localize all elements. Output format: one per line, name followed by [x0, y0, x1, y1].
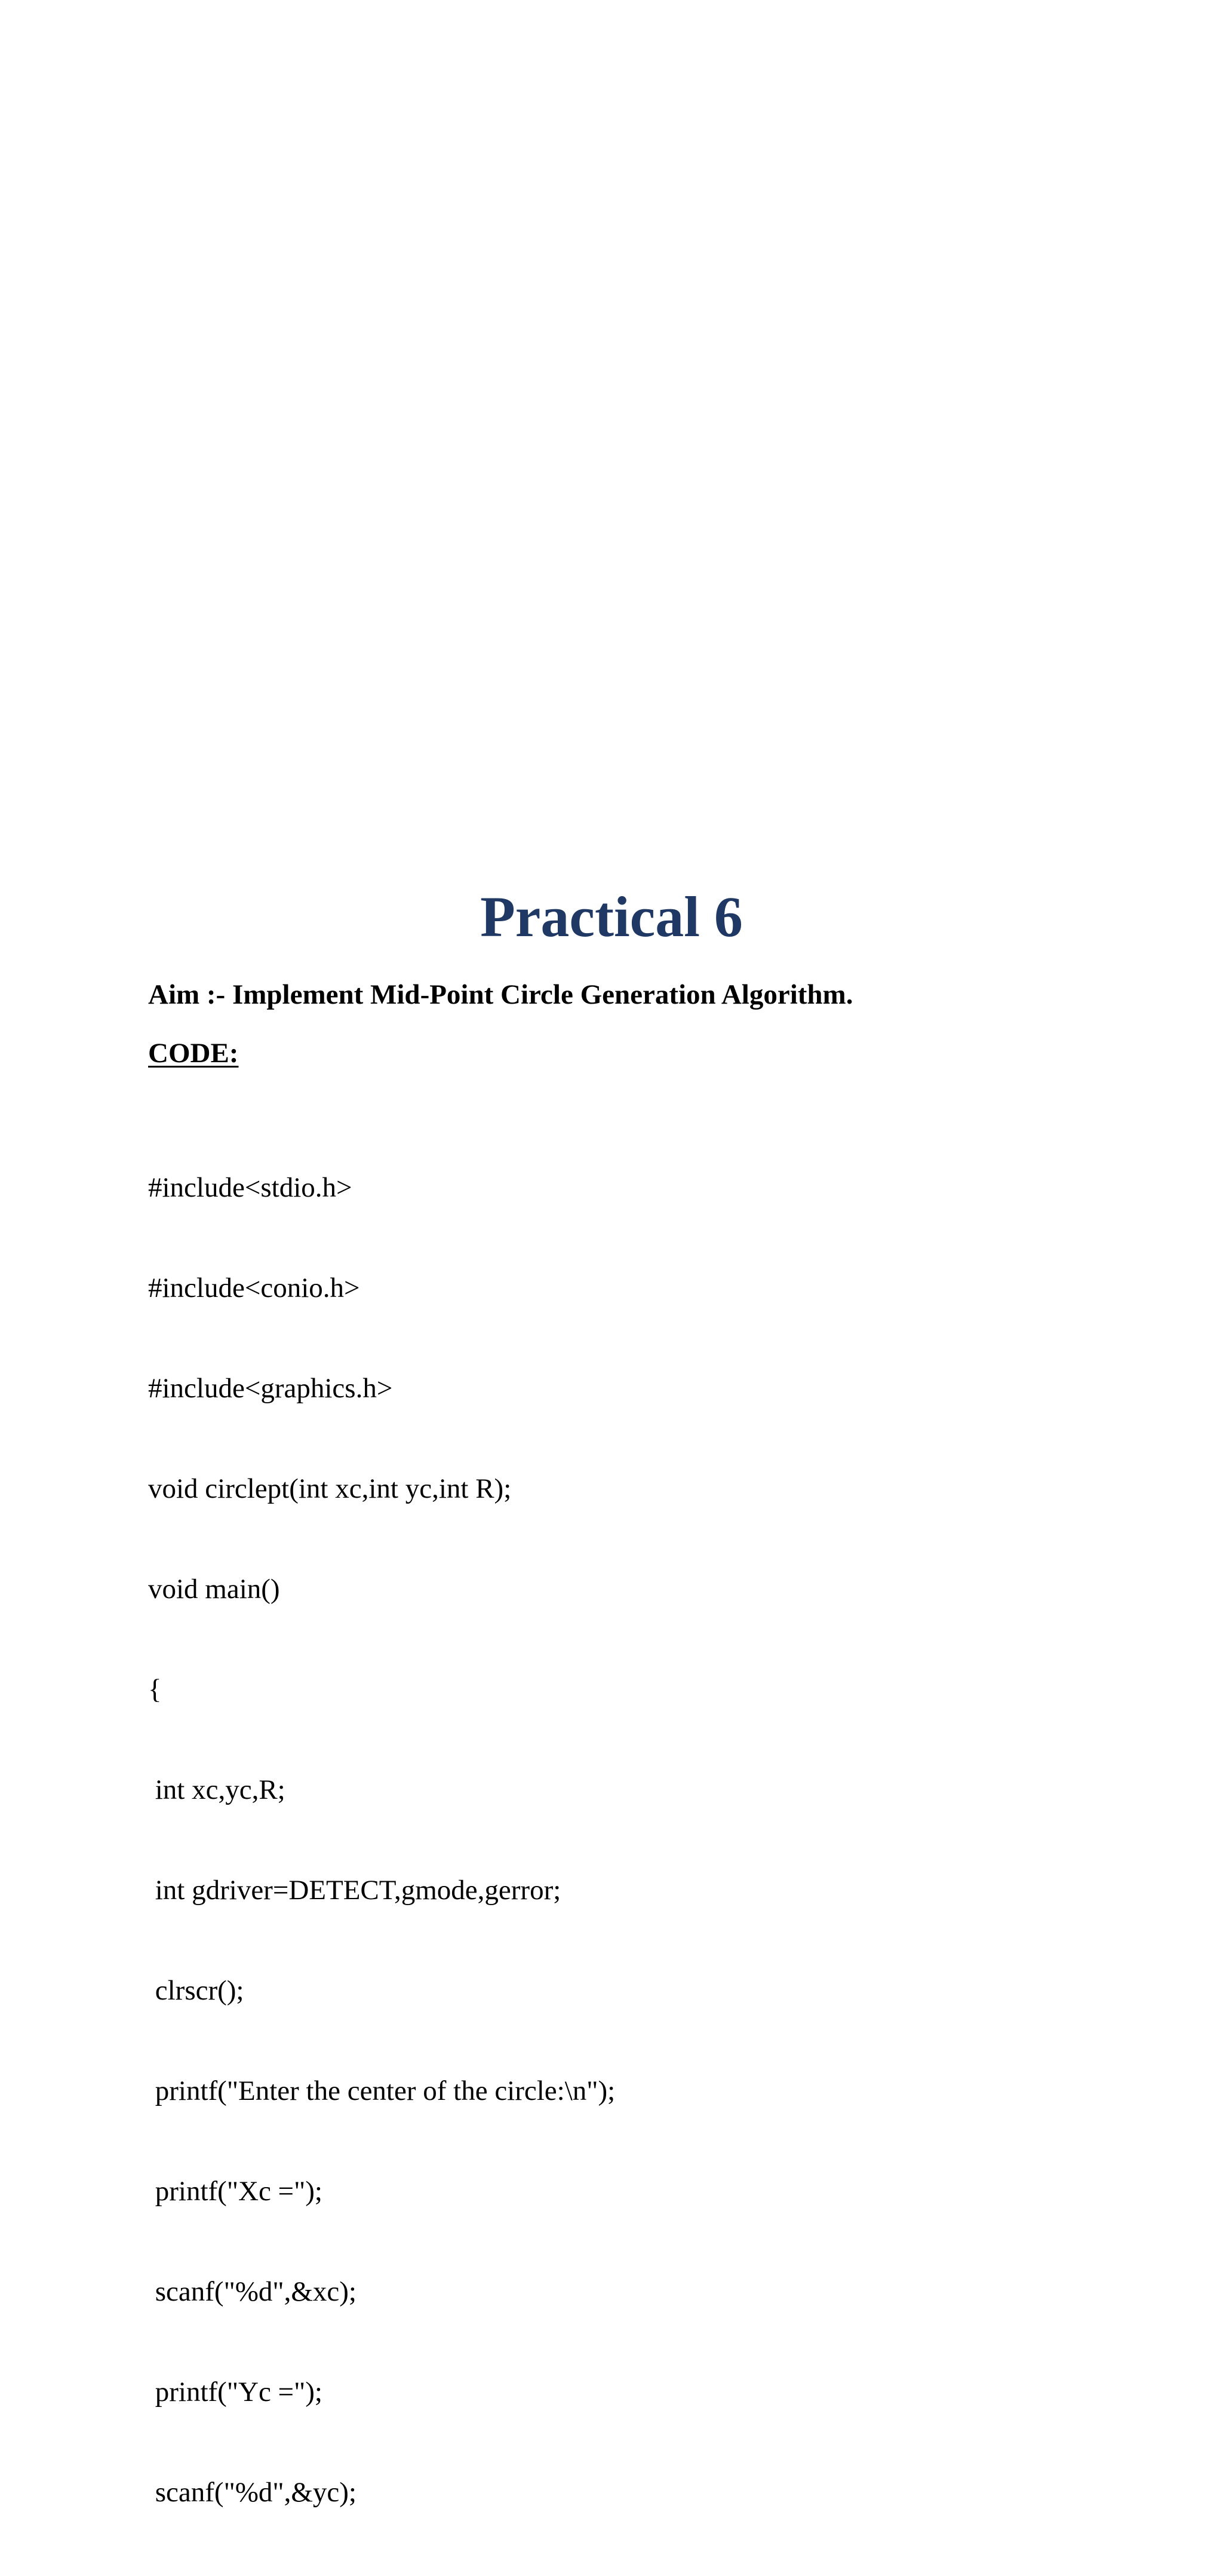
code-line: scanf("%d",&yc); [148, 2477, 357, 2508]
code-line: scanf("%d",&xc); [148, 2276, 357, 2307]
aim-statement: Aim :- Implement Mid-Point Circle Generation Algorithm. [148, 979, 853, 1010]
code-line: void circlept(int xc,int yc,int R); [148, 1473, 512, 1504]
code-heading: CODE: [148, 1038, 239, 1069]
page-title: Practical 6 [480, 885, 743, 949]
code-line: #include<graphics.h> [148, 1373, 393, 1404]
code-line: clrscr(); [148, 1975, 244, 2006]
code-line: printf("Yc ="); [148, 2376, 322, 2408]
code-listing [148, 1104, 615, 2576]
code-line: printf("Xc ="); [148, 2176, 322, 2207]
code-line: #include<conio.h> [148, 1272, 360, 1304]
code-line: int gdriver=DETECT,gmode,gerror; [148, 1875, 561, 1906]
code-line: #include<stdio.h> [148, 1172, 352, 1203]
code-line: int xc,yc,R; [148, 1774, 285, 1805]
code-line: void main() [148, 1574, 280, 1605]
code-line: { [148, 1674, 162, 1705]
code-line: printf("Enter the center of the circle:\n"); [148, 2075, 616, 2106]
